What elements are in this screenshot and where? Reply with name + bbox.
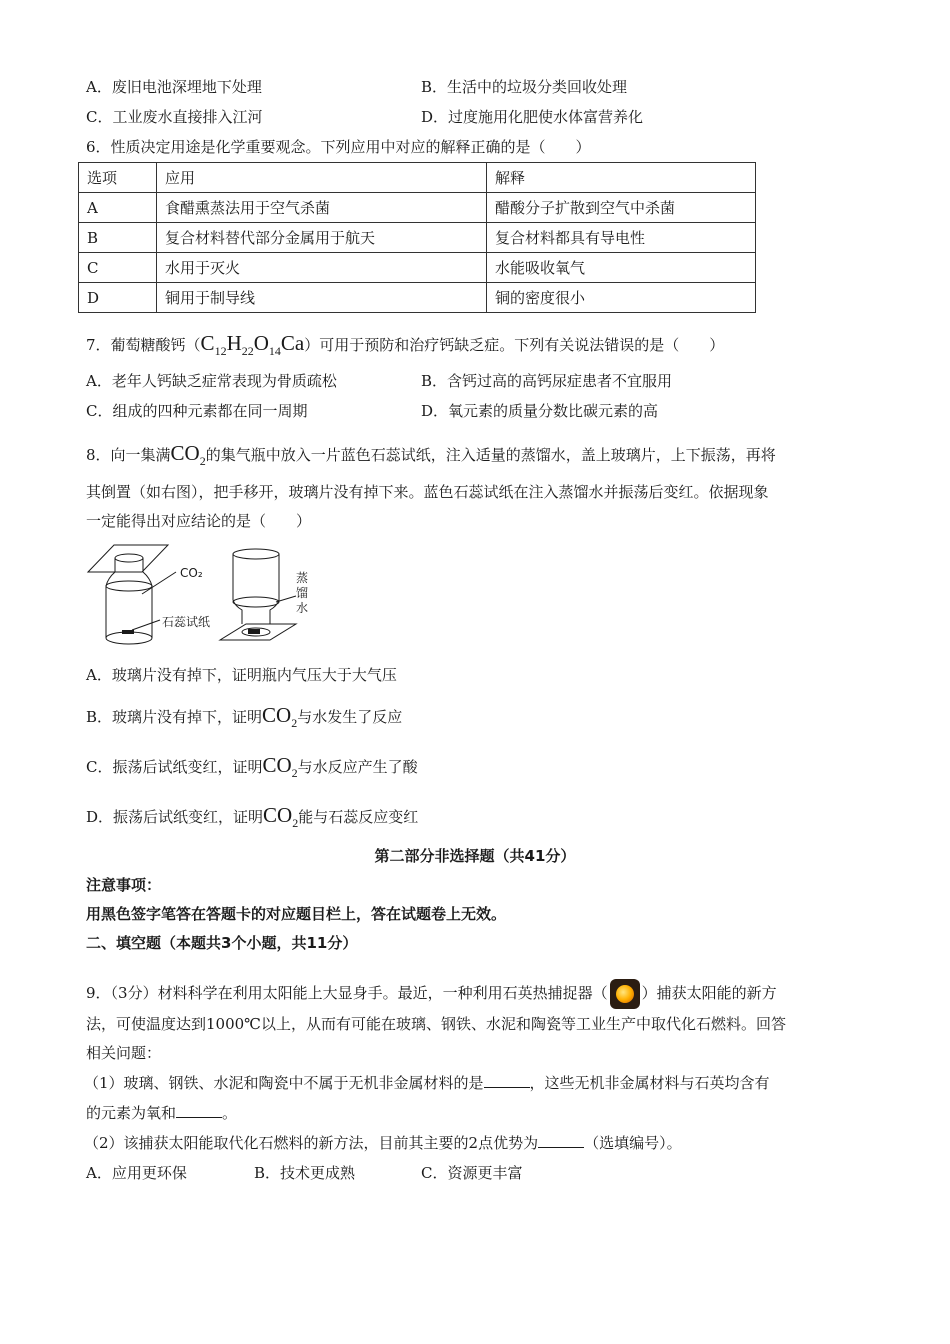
q7-formula: $C_{12}H_{22}O_{14}Ca$ bbox=[200, 331, 305, 358]
inverted-jar-base bbox=[233, 549, 279, 559]
q5-option-d: D．过度施用化肥使水体富营养化 bbox=[421, 108, 644, 126]
q7-option-a: A．老年人钙缺乏症常表现为骨质疏松 bbox=[86, 372, 337, 390]
q7-option-b: B．含钙过高的高钙尿症患者不宜服用 bbox=[421, 372, 673, 390]
q5-option-c: C．工业废水直接排入江河 bbox=[86, 108, 263, 126]
jar-mouth bbox=[115, 554, 143, 562]
q8-option-b bbox=[86, 702, 402, 736]
table-cell: 复合材料替代部分金属用于航天 bbox=[157, 223, 487, 253]
q9-sub1-line2-before: 的元素为氧和 bbox=[86, 1104, 177, 1122]
table-row bbox=[79, 193, 756, 223]
water-surface bbox=[233, 597, 279, 607]
litmus-leader-line bbox=[132, 620, 160, 630]
q8-option-b-after: 与水发生了反应 bbox=[297, 708, 403, 726]
co2-formula: $CO_2$ bbox=[262, 753, 298, 780]
gas-jar-figure bbox=[86, 540, 326, 652]
q9-stem-line3: 相关问题： bbox=[86, 1044, 162, 1062]
q6-stem: 6．性质决定用途是化学重要观念。下列应用中对应的解释正确的是（ ） bbox=[86, 138, 591, 156]
q9-sub1-line2 bbox=[86, 1102, 237, 1124]
table-row bbox=[79, 253, 756, 283]
part2-title: 第二部分非选择题（共41分） bbox=[374, 847, 576, 865]
header-cell: 选项 bbox=[79, 163, 157, 193]
table-cell: 复合材料都具有导电性 bbox=[487, 223, 756, 253]
q9-line1-after: ）捕获太阳能的新方 bbox=[641, 984, 777, 1002]
q8-line1-after: 的集气瓶中放入一片蓝色石蕊试纸，注入适量的蒸馏水，盖上玻璃片，上下振荡，再将 bbox=[205, 446, 776, 464]
water-label-3: 水 bbox=[296, 601, 309, 615]
q8-option-d-before: D．振荡后试纸变红，证明 bbox=[86, 808, 264, 826]
litmus-label: 石蕊试纸 bbox=[162, 615, 211, 629]
q7-option-c: C．组成的四种元素都在同一周期 bbox=[86, 402, 308, 420]
q8-line1-before: 8．向一集满 bbox=[86, 446, 171, 464]
table-cell: 铜的密度很小 bbox=[487, 283, 756, 313]
q5-option-a: A．废旧电池深埋地下处理 bbox=[86, 78, 262, 96]
water-label-2: 馏 bbox=[296, 586, 309, 600]
q7-stem-after: ）可用于预防和治疗钙缺乏症。下列有关说法错误的是（ ） bbox=[304, 336, 725, 354]
q9-sub1-before: （1）玻璃、钢铁、水泥和陶瓷中不属于无机非金属材料的是 bbox=[84, 1074, 484, 1092]
table-cell: A bbox=[79, 193, 157, 223]
litmus-paper bbox=[122, 630, 134, 634]
q8-option-c bbox=[86, 752, 418, 786]
litmus-paper-red bbox=[248, 629, 260, 634]
co2-formula: $CO_2$ bbox=[262, 703, 298, 730]
q9-option-a: A．应用更环保 bbox=[86, 1164, 187, 1182]
q5-option-b: B．生活中的垃圾分类回收处理 bbox=[421, 78, 628, 96]
q9-sub2 bbox=[84, 1132, 682, 1154]
table-header-row bbox=[79, 163, 756, 193]
q9-sub1-after: ，这些无机非金属材料与石英均含有 bbox=[529, 1074, 770, 1092]
q8-stem-line3: 一定能得出对应结论的是（ ） bbox=[86, 512, 312, 530]
quartz-heat-trap-image bbox=[610, 979, 640, 1009]
q7-stem-before: 7．葡萄糖酸钙（ bbox=[86, 336, 201, 354]
q9-sub2-before: （2）该捕获太阳能取代化石燃料的新方法，目前其主要的2点优势为 bbox=[84, 1134, 539, 1152]
table-cell: C bbox=[79, 253, 157, 283]
q8-option-b-before: B．玻璃片没有掉下，证明 bbox=[86, 708, 263, 726]
left-jar-body bbox=[106, 558, 152, 638]
table-cell: 食醋熏蒸法用于空气杀菌 bbox=[157, 193, 487, 223]
q8-stem-line2: 其倒置（如右图），把手移开，玻璃片没有掉下来。蓝色石蕊试纸在注入蒸馏水并振荡后变红。依据现象 bbox=[86, 483, 769, 501]
q9-stem-line1 bbox=[86, 976, 777, 1010]
section-title: 二、填空题（本题共3个小题，共11分） bbox=[86, 934, 358, 952]
table-cell: 水用于灭火 bbox=[157, 253, 487, 283]
header-cell: 应用 bbox=[157, 163, 487, 193]
q7-option-d: D．氧元素的质量分数比碳元素的高 bbox=[421, 402, 659, 420]
q9-option-c: C．资源更丰富 bbox=[421, 1164, 523, 1182]
co2-formula: $CO_2$ bbox=[263, 803, 299, 830]
q8-option-d-after: 能与石蕊反应变红 bbox=[298, 808, 419, 826]
answer-blank[interactable] bbox=[538, 1132, 584, 1148]
notice-title: 注意事项： bbox=[86, 876, 162, 894]
water-label-1: 蒸 bbox=[296, 571, 309, 585]
q6-table bbox=[78, 162, 756, 313]
table-cell: 铜用于制导线 bbox=[157, 283, 487, 313]
table-row bbox=[79, 223, 756, 253]
q8-option-d bbox=[86, 802, 418, 836]
q9-stem-line2: 法，可使温度达到1000℃以上，从而有可能在玻璃、钢铁、水泥和陶瓷等工业生产中取代化石燃料。回答 bbox=[86, 1015, 786, 1033]
table-cell: 水能吸收氧气 bbox=[487, 253, 756, 283]
co2-formula: $CO_2$ bbox=[170, 441, 206, 468]
q9-option-b: B．技术更成熟 bbox=[254, 1164, 356, 1182]
q8-option-c-after: 与水反应产生了酸 bbox=[297, 758, 418, 776]
jar-shoulder bbox=[106, 581, 152, 591]
q9-sub1 bbox=[84, 1072, 770, 1094]
answer-blank[interactable] bbox=[176, 1102, 222, 1118]
table-cell: 醋酸分子扩散到空气中杀菌 bbox=[487, 193, 756, 223]
notice-body: 用黑色签字笔答在答题卡的对应题目栏上，答在试题卷上无效。 bbox=[86, 905, 507, 923]
table-cell: B bbox=[79, 223, 157, 253]
glass-plate-top bbox=[88, 545, 168, 572]
table-cell: D bbox=[79, 283, 157, 313]
header-cell: 解释 bbox=[487, 163, 756, 193]
answer-blank[interactable] bbox=[484, 1072, 530, 1088]
q9-sub1-line2-after: 。 bbox=[222, 1104, 238, 1122]
right-jar-body bbox=[233, 554, 279, 624]
q8-option-a: A．玻璃片没有掉下，证明瓶内气压大于大气压 bbox=[86, 666, 397, 684]
q8-stem-line1 bbox=[86, 440, 776, 474]
q9-line1-before: 9．（3分）材料科学在利用太阳能上大显身手。最近，一种利用石英热捕捉器（ bbox=[86, 984, 608, 1002]
q9-sub2-after: （选填编号）。 bbox=[584, 1134, 682, 1152]
q8-option-c-before: C．振荡后试纸变红，证明 bbox=[86, 758, 263, 776]
co2-label: CO₂ bbox=[180, 566, 203, 580]
q7-stem bbox=[86, 330, 724, 364]
table-row bbox=[79, 283, 756, 313]
